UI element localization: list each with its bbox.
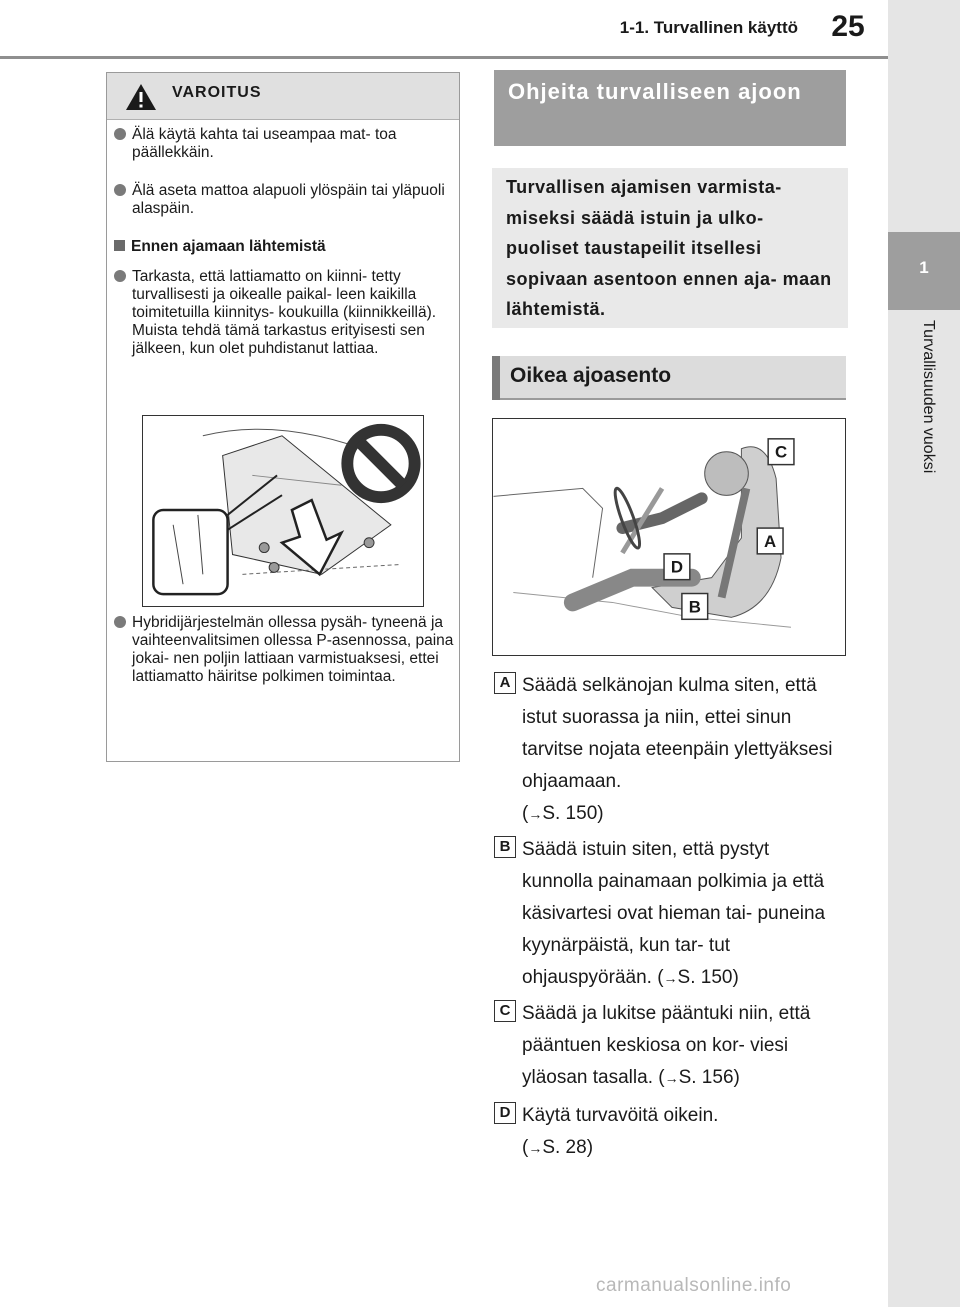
item-text: Säädä selkänojan kulma siten, että istut suorassa ja niin, ettei sinun tarvitse nojata eteenpäin ylettyäksesi ohjaamaan. [522,675,833,792]
diagram-marker-b [682,594,708,620]
position-title: Oikea ajoasento [510,364,672,387]
warning-label: VAROITUS [172,84,262,101]
arrow-icon: → [664,1070,679,1086]
page-reference-link[interactable]: S. 150 [677,967,733,988]
warning-bullet-stacking [114,126,454,162]
page-number: 25 [831,10,865,43]
svg-text:A: A [764,531,777,551]
page-reference-link[interactable]: S. 150 [542,803,598,824]
bullet-text: Älä aseta mattoa alapuoli ylöspäin tai yläpuoli alaspäin. [132,182,445,217]
arrow-icon: → [528,806,543,822]
item-marker-b: B [494,836,516,858]
item-text: Säädä ja lukitse pääntuki niin, että pääntuen keskiosa on kor- viesi yläosan tasalla. [522,1003,811,1088]
item-text: Säädä istuin siten, että pystyt kunnolla painamaan polkimia ja että käsivartesi ovat hieman tai- puneina kyynärpäistä, kun tar- tut ohjauspyörään. [522,839,826,988]
instruction-item-a: Säädä selkänojan kulma siten, että istut suorassa ja niin, ettei sinun tarvitse nojata eteenpäin ylettyäksesi ohjaamaan. (→S. 150) [522,675,833,824]
bullet-text: Älä käytä kahta tai useampaa mat- toa päällekkäin. [132,126,397,161]
warning-bullet-hybrid [114,614,454,686]
guide-title: Ohjeita turvalliseen ajoon [508,79,802,104]
chapter-number: 1 [919,258,929,277]
bullet-dot [114,184,126,196]
floor-mat-illustration [142,415,424,607]
diagram-marker-a [757,528,783,554]
position-header-accent [492,356,500,400]
diagram-marker-d [664,554,690,580]
driving-position-illustration [492,418,846,656]
instruction-item-b: Säädä istuin siten, että pystyt kunnolla painamaan polkimia ja että käsivartesi ovat hieman tai- puneina kyynärpäistä, kun tar- tut ohjauspyörään. (→S. 150) [522,839,826,988]
page-reference-link[interactable]: S. 156 [678,1067,734,1088]
diagram-marker-c [768,439,794,465]
square-bullet-icon [114,240,125,251]
subheading-text: Ennen ajamaan lähtemistä [131,238,326,255]
item-text: Käytä turvavöitä oikein. [522,1105,719,1126]
warning-bullet-check [114,268,454,358]
page-reference-link[interactable]: S. 28 [542,1137,587,1158]
item-marker-c: C [494,1000,516,1022]
warning-triangle-icon [124,82,158,112]
bullet-text: Tarkasta, että lattiamatto on kiinni- tetty turvallisesti ja oikealle paikal- leen kaikilla toimitetuilla kiinnitys- koukuilla (kiinnikkeillä). Muista tehdä tämä tarkastus erityisesti sen jälkeen, kun olet puhdistanut lattiaa. [132,268,437,357]
side-tab [888,0,960,1307]
warning-subheading [114,238,454,256]
arrow-icon: → [528,1140,543,1156]
item-marker-a: A [494,672,516,694]
svg-text:D: D [670,557,684,577]
watermark: carmanualsonline.info [596,1275,792,1296]
section-title: 1-1. Turvallinen käyttö [619,18,798,37]
warning-header [107,73,459,120]
svg-text:B: B [688,597,701,617]
instruction-item-c: Säädä ja lukitse pääntuki niin, että pääntuen keskiosa on kor- viesi yläosan tasalla. (→S. 156) [522,1003,811,1088]
summary-text: Turvallisen ajamisen varmista- miseksi säädä istuin ja ulko- puoliset taustapeilit itsellesi sopivaan asentoon ennen aja- maan lähtemistä. [506,177,832,319]
instruction-item-d: Käytä turvavöitä oikein. (→S. 28) [522,1105,719,1158]
warning-bullet-orientation [114,182,454,218]
chapter-label: Turvallisuuden vuoksi [920,320,937,474]
item-marker-d: D [494,1102,516,1124]
svg-text:C: C [774,442,788,462]
bullet-dot [114,270,126,282]
bullet-dot [114,128,126,140]
arrow-icon: → [663,970,678,986]
header-rule [0,56,888,59]
bullet-dot [114,616,126,628]
bullet-text: Hybridijärjestelmän ollessa pysäh- tyneenä ja vaihteenvalitsimen ollessa P-asennossa, paina jokai- nen poljin lattiaan varmistuaksesi, ettei lattiamatto häiritse polkimen toimintaa. [132,614,454,685]
